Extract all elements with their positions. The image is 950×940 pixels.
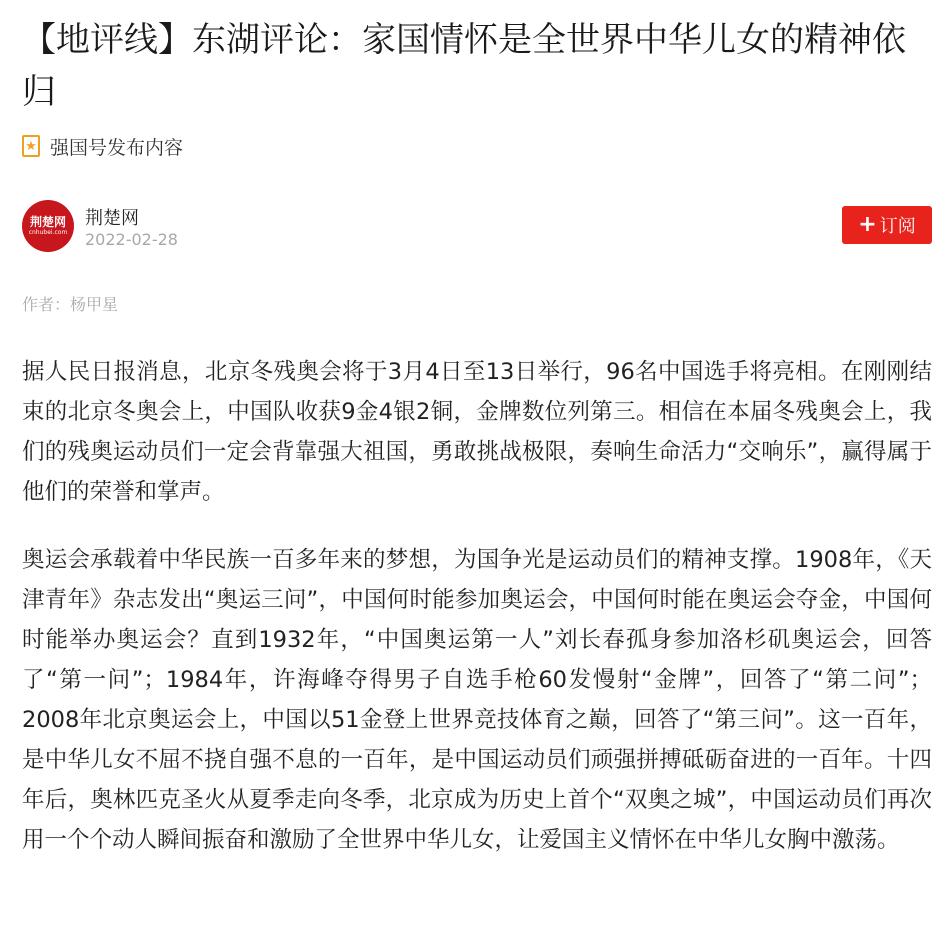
publisher-row: [22, 200, 932, 254]
article-paragraph: 据人民日报消息，北京冬残奥会将于3月4日至13日举行，96名中国选手将亮相。在刚刚结束的北京冬奥会上，中国队收获9金4银2铜，金牌数位列第三。相信在本届冬残奥会上，我们的残奥运动员们一定会背靠强大祖国，勇敢挑战极限，奏响生命活力“交响乐”，赢得属于他们的荣誉和掌声。: [22, 359, 932, 505]
publish-date: 2022-02-28: [85, 230, 178, 249]
article-body: [22, 352, 932, 888]
publisher-name[interactable]: 荆楚网: [85, 208, 139, 229]
avatar-logo-text: 荆楚网: [29, 215, 66, 229]
source-tag: [22, 132, 183, 160]
subscribe-label: 订阅: [879, 216, 916, 237]
publisher-avatar[interactable]: [22, 200, 74, 252]
plus-icon: +: [858, 212, 877, 237]
avatar-logo-subtext: cnhubei.com: [28, 229, 68, 236]
subscribe-button[interactable]: [842, 206, 932, 244]
article-title: 【地评线】东湖评论：家国情怀是全世界中华儿女的精神依归: [22, 20, 906, 112]
article-byline: 作者：杨甲星: [22, 295, 119, 314]
star-badge-icon: ★: [22, 135, 40, 157]
article-paragraph: 奥运会承载着中华民族一百多年来的梦想，为国争光是运动员们的精神支撑。1908年，《天津青年》杂志发出“奥运三问”，中国何时能参加奥运会，中国何时能在奥运会夺金，中国何时能举办奥运会？直到1932年，“中国奥运第一人”刘长春孤身参加洛杉矶奥运会，回答了“第一问”；1984年，许海峰夺得男子自选手枪60发慢射“金牌”，回答了“第二问”；2008年北京奥运会上，中国以51金登上世界竞技体育之巅，回答了“第三问”。这一百年，是中华儿女不屈不挠自强不息的一百年，是中国运动员们顽强拼搏砥砺奋进的一百年。十四年后，奥林匹克圣火从夏季走向冬季，北京成为历史上首个“双奥之城”，中国运动员们再次用一个个动人瞬间振奋和激励了全世界中华儿女，让爱国主义情怀在中华儿女胸中激荡。: [22, 547, 932, 853]
source-tag-label: 强国号发布内容: [50, 136, 184, 159]
